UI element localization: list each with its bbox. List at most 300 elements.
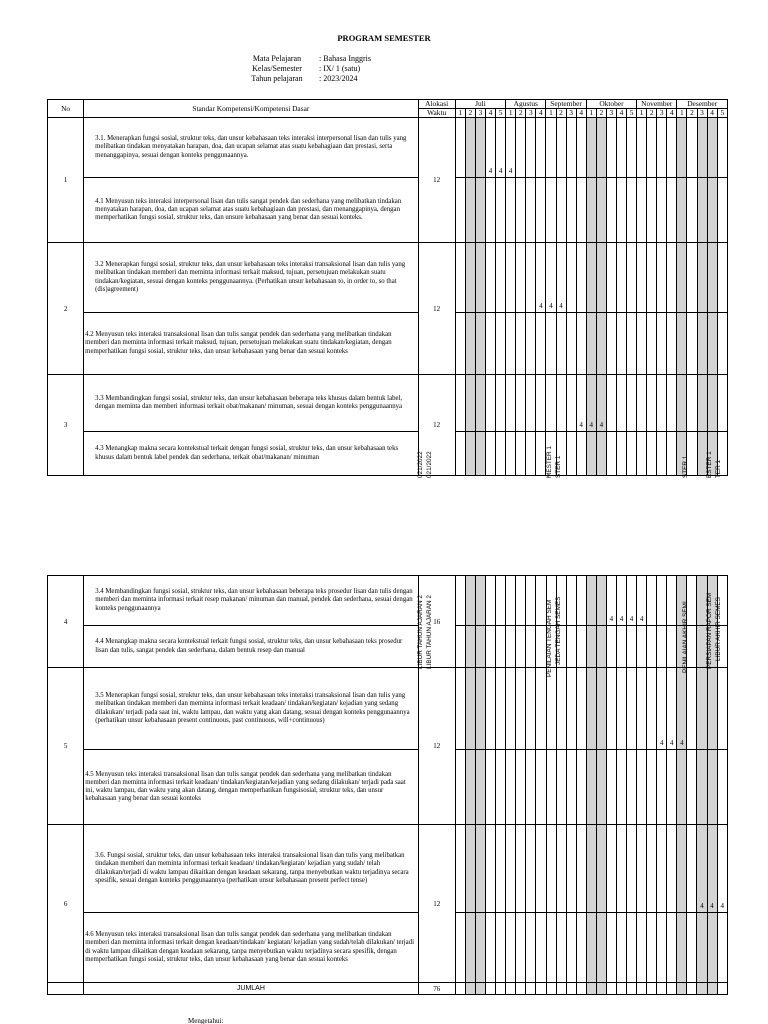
week-cell: [657, 576, 667, 626]
alokasi-waktu: 16: [418, 576, 455, 668]
header-week-number: 2: [596, 109, 606, 118]
week-cell: [667, 178, 677, 243]
week-cell: [606, 375, 616, 432]
table-row: [48, 178, 728, 243]
row-number: 1: [48, 118, 84, 243]
week-cell: [455, 983, 465, 995]
week-cell: [536, 983, 546, 995]
week-cell: [596, 178, 606, 243]
week-cell: [466, 626, 476, 668]
week-cell: [606, 913, 616, 983]
week-cell: [616, 118, 626, 178]
week-cell: [626, 313, 636, 375]
table-row: [48, 626, 728, 668]
week-cell: [506, 576, 516, 626]
week-cell: 4: [546, 243, 556, 313]
week-cell: [516, 750, 526, 825]
week-cell: [586, 243, 596, 313]
week-cell: [536, 750, 546, 825]
table-row: [48, 576, 728, 626]
total-value: 76: [418, 983, 455, 995]
week-cell: [475, 313, 485, 375]
week-cell: [536, 432, 546, 476]
week-cell: [465, 432, 475, 476]
week-cell: [516, 243, 526, 313]
week-cell: [707, 243, 717, 313]
week-cell: [687, 118, 697, 178]
week-cell: 4: [556, 243, 566, 313]
week-cell: [496, 313, 506, 375]
week-cell: [455, 576, 465, 626]
week-cell: [516, 825, 526, 913]
week-cell: [536, 576, 546, 626]
week-cell: [475, 178, 485, 243]
week-cell: [556, 375, 566, 432]
week-cell: [586, 313, 596, 375]
week-cell: [546, 983, 556, 995]
week-cell: [506, 375, 516, 432]
week-cell: [566, 983, 576, 995]
week-cell: [576, 118, 586, 178]
week-cell: [637, 243, 647, 313]
week-cell: [476, 626, 486, 668]
week-cell: [526, 375, 536, 432]
week-cell: [677, 118, 687, 178]
week-cell: [466, 750, 476, 825]
row-number: 3: [48, 375, 84, 476]
week-cell: [506, 750, 516, 825]
meta-label: Kelas/Semester: [252, 64, 302, 73]
week-cell: [476, 913, 486, 983]
week-cell: [687, 178, 697, 243]
week-cell: [576, 626, 586, 668]
week-cell: [627, 913, 637, 983]
week-cell: 4: [496, 118, 506, 178]
week-cell: [566, 432, 576, 476]
table-row: [48, 432, 728, 476]
week-cell: [707, 375, 717, 432]
week-cell: [647, 983, 657, 995]
week-cell: [516, 913, 526, 983]
alokasi-waktu: 12: [418, 668, 455, 825]
week-cell: [485, 243, 495, 313]
week-cell: [576, 983, 586, 995]
week-cell: 4: [627, 576, 637, 626]
week-cell: [717, 913, 727, 983]
week-cell: [485, 313, 495, 375]
week-cell: [637, 178, 647, 243]
week-cell: [697, 913, 707, 983]
vertical-label-jeda-fragment: STER 1: [555, 455, 562, 478]
week-cell: [677, 178, 687, 243]
week-cell: [455, 668, 465, 750]
week-cell: [626, 243, 636, 313]
week-cell: [677, 375, 687, 432]
week-cell: [516, 178, 526, 243]
footnote: Mengetahui:: [188, 1017, 224, 1024]
table-row: [48, 750, 728, 825]
meta-label: Tahun pelajaran: [251, 74, 303, 83]
week-cell: [667, 750, 677, 825]
week-cell: [546, 313, 556, 375]
vertical-label-libur-akhir-semester: LIBUR AKHIR SEMES: [715, 597, 722, 661]
week-cell: [496, 750, 506, 825]
meta-value: : IX/ 1 (satu): [319, 64, 361, 73]
week-cell: [596, 626, 606, 668]
week-cell: [616, 626, 626, 668]
meta-value: : 2023/2024: [319, 74, 358, 83]
week-cell: [566, 626, 576, 668]
kompetensi-dasar-text: 4.5 Menyusun teks interaksi transaksional lisan dan tulis sangat pendek dan sederhana yang melibatkan tindakan memberi dan meminta informasi terkait keadaan/ tindakan/kegiatan/kejadian yang sedang dilakukan/ terjadi pada saat ini, waktu lampau, dan waktu yang akan datang, dengan memperhatikan fungsisosial, struktur teks, dan unsur kebahasaan yang benar dan sesuai konteks: [84, 750, 418, 825]
week-cell: [596, 576, 606, 626]
week-cell: [516, 668, 526, 750]
alokasi-waktu: 12: [418, 243, 455, 375]
week-cell: [546, 118, 556, 178]
vertical-label-rapor-fragment: ESTER 1: [706, 451, 713, 478]
header-week-number: 2: [647, 109, 657, 118]
week-cell: [546, 825, 556, 913]
week-cell: [606, 178, 616, 243]
week-cell: [697, 313, 707, 375]
week-cell: [647, 432, 657, 476]
week-cell: [566, 313, 576, 375]
week-cell: [526, 178, 536, 243]
week-cell: [466, 576, 476, 626]
week-cell: [566, 243, 576, 313]
week-cell: [526, 913, 536, 983]
header-week-number: 2: [516, 109, 526, 118]
week-cell: [637, 750, 647, 825]
week-cell: [496, 243, 506, 313]
week-cell: 4: [657, 668, 667, 750]
week-cell: [586, 750, 596, 825]
week-cell: [677, 243, 687, 313]
week-cell: [707, 118, 717, 178]
week-cell: [616, 375, 626, 432]
week-cell: [637, 626, 647, 668]
week-cell: [516, 118, 526, 178]
week-cell: [506, 668, 516, 750]
week-cell: [717, 118, 727, 178]
week-cell: [637, 118, 647, 178]
week-cell: [486, 983, 496, 995]
week-cell: [586, 825, 596, 913]
week-cell: [647, 118, 657, 178]
week-cell: [626, 178, 636, 243]
week-cell: [556, 178, 566, 243]
week-cell: [496, 668, 506, 750]
kompetensi-dasar-text: 3.1. Menerapkan fungsi sosial, struktur teks, dan unsur kebahasaan teks interaksi interpersonal lisan dan tulis yang melibatkan tindakan menyatakan harapan, doa, dan ucapan selamat atas suatu kebahagiaan dan prestasi, serta menanggapinya, sesuai dengan konteks penggunaannya.: [84, 118, 418, 178]
week-cell: [465, 118, 475, 178]
header-week-number: 3: [657, 109, 667, 118]
week-cell: [616, 825, 626, 913]
week-cell: 4: [485, 118, 495, 178]
header-week-number: 4: [707, 109, 717, 118]
week-cell: [606, 750, 616, 825]
week-cell: 4: [536, 243, 546, 313]
week-cell: [566, 178, 576, 243]
week-cell: [596, 118, 606, 178]
week-cell: [465, 178, 475, 243]
week-cell: [455, 913, 465, 983]
week-cell: [546, 750, 556, 825]
week-cell: [476, 750, 486, 825]
week-cell: [476, 983, 486, 995]
week-cell: [667, 375, 677, 432]
week-cell: [677, 313, 687, 375]
week-cell: [496, 983, 506, 995]
header-week-number: 5: [496, 109, 506, 118]
week-cell: [626, 432, 636, 476]
table-row: [48, 375, 728, 432]
week-cell: [496, 913, 506, 983]
kompetensi-dasar-text: 4.3 Menangkap makna secara kontekstual terkait dengan fungsi sosial, struktur teks, dan unsur kebahasaan teks khusus dalam bentuk label pendek dan sederhana, terkait obat/makanan/ minuman: [84, 432, 418, 476]
week-cell: [717, 313, 727, 375]
header-week-number: 2: [687, 109, 697, 118]
week-cell: [667, 825, 677, 913]
week-cell: [546, 178, 556, 243]
week-cell: [576, 668, 586, 750]
week-cell: [606, 626, 616, 668]
row-number: 2: [48, 243, 84, 375]
week-cell: [677, 825, 687, 913]
week-cell: [536, 668, 546, 750]
week-cell: [556, 668, 566, 750]
week-cell: [455, 118, 465, 178]
week-cell: [707, 668, 717, 750]
week-cell: [506, 825, 516, 913]
week-cell: [465, 243, 475, 313]
vertical-label-libur-fragment: 021/2022: [417, 451, 424, 478]
week-cell: [717, 750, 727, 825]
week-cell: [496, 825, 506, 913]
week-cell: [566, 118, 576, 178]
week-cell: [667, 432, 677, 476]
week-cell: [586, 983, 596, 995]
week-cell: [667, 243, 677, 313]
week-cell: [697, 983, 707, 995]
week-cell: [647, 178, 657, 243]
week-cell: [576, 750, 586, 825]
week-cell: [455, 825, 465, 913]
table-row: [48, 313, 728, 375]
week-cell: [616, 178, 626, 243]
vertical-label-jeda-tengah-semester: JEDA TENGAH SEMES: [555, 596, 562, 665]
week-cell: [687, 750, 697, 825]
week-cell: [717, 178, 727, 243]
week-cell: [476, 825, 486, 913]
vertical-label-penilaian-akhir-semester: PENILAIAN AKHIR SEMI: [682, 601, 689, 673]
week-cell: [486, 668, 496, 750]
week-cell: [647, 375, 657, 432]
week-cell: [576, 576, 586, 626]
kompetensi-dasar-text: 4.2 Menyusun teks interaksi transaksional lisan dan tulis sangat pendek dan sederhana yang melibatkan tindakan memberi dan meminta informasi terkait maksud, tujuan, persetujuan melakukan suatu tindakan/kegiatan, dengan memperhatikan fungsi sosial, struktur teks, dan unsur kebahasaan yang benar dan sesuai konteks: [84, 313, 418, 375]
week-cell: 4: [596, 375, 606, 432]
week-cell: [626, 118, 636, 178]
week-cell: [526, 983, 536, 995]
week-cell: [556, 983, 566, 995]
kompetensi-dasar-text: 3.2 Menerapkan fungsi sosial, struktur teks, dan unsur kebahasaan teks interaksi transaksional lisan dan tulis yang melibatkan tindakan memberi dan meminta informasi terkait maksud, tujuan, persetujuan melakukan suatu tindakan/kegiatan, sesuai dengan konteks penggunaannya. (Perhatikan unsur kebahasaan to, in order to, so that (dis)agreement): [84, 243, 418, 313]
week-cell: [506, 983, 516, 995]
total-label: JUMLAH: [84, 983, 418, 995]
week-cell: [576, 243, 586, 313]
week-cell: [455, 750, 465, 825]
week-cell: [566, 750, 576, 825]
alokasi-waktu: 12: [418, 118, 455, 243]
week-cell: [526, 313, 536, 375]
header-month-desember: Desember: [677, 100, 728, 109]
week-cell: [627, 668, 637, 750]
kompetensi-dasar-text: 3.4 Membandingkan fungsi sosial, struktur teks, dan unsur kebahasaan beberapa teks prosedur lisan dan tulis dengan memberi dan meminta informasi terkait resep makanan/ minuman dan manual, pendek dan sederhana, sesuai dengan konteks penggunaannya: [84, 576, 418, 626]
week-cell: [546, 668, 556, 750]
week-cell: [717, 375, 727, 432]
week-cell: [677, 750, 687, 825]
week-cell: 4: [677, 668, 687, 750]
document-meta: [238, 54, 436, 84]
week-cell: [556, 118, 566, 178]
week-cell: [697, 750, 707, 825]
week-cell: [486, 913, 496, 983]
schedule-table-page-2: [47, 575, 728, 995]
header-week-number: 5: [717, 109, 727, 118]
vertical-label-libur-tahun-ajaran: LIBUR TAHUN AJARAN 2: [417, 595, 424, 669]
week-cell: [616, 313, 626, 375]
week-cell: [496, 178, 506, 243]
week-cell: [466, 913, 476, 983]
week-cell: [566, 375, 576, 432]
week-cell: [475, 432, 485, 476]
week-cell: 4: [717, 825, 727, 913]
week-cell: [596, 243, 606, 313]
week-cell: [637, 313, 647, 375]
header-week-number: 3: [697, 109, 707, 118]
header-week-number: 3: [566, 109, 576, 118]
week-cell: [627, 983, 637, 995]
week-cell: [486, 825, 496, 913]
week-cell: [455, 432, 465, 476]
header-kd: Standar Kompetensi/Kompetensi Dasar: [84, 100, 418, 118]
header-no: No: [48, 100, 84, 118]
week-cell: [616, 913, 626, 983]
week-cell: [627, 825, 637, 913]
header-week-number: 1: [506, 109, 516, 118]
week-cell: [657, 313, 667, 375]
table-row: [48, 243, 728, 313]
week-cell: [616, 750, 626, 825]
week-cell: [576, 825, 586, 913]
week-cell: [586, 668, 596, 750]
header-month-november: November: [637, 100, 677, 109]
meta-value: : Bahasa Inggris: [319, 54, 371, 63]
week-cell: [637, 983, 647, 995]
vertical-label-ujian-fragment: TER 1: [715, 459, 722, 478]
header-week-number: 3: [606, 109, 616, 118]
week-cell: [455, 178, 465, 243]
week-cell: [687, 243, 697, 313]
week-cell: [506, 243, 516, 313]
week-cell: [586, 178, 596, 243]
week-cell: 4: [586, 375, 596, 432]
week-cell: [506, 626, 516, 668]
week-cell: [455, 375, 465, 432]
week-cell: [526, 626, 536, 668]
week-cell: [637, 668, 647, 750]
week-cell: [616, 432, 626, 476]
schedule-table-page-1: [47, 99, 728, 476]
week-cell: 4: [606, 576, 616, 626]
week-cell: [526, 118, 536, 178]
week-cell: [455, 243, 465, 313]
week-cell: [516, 576, 526, 626]
week-cell: 4: [506, 118, 516, 178]
week-cell: [606, 668, 616, 750]
week-cell: [647, 313, 657, 375]
week-cell: [637, 432, 647, 476]
week-cell: [506, 913, 516, 983]
week-cell: [687, 668, 697, 750]
week-cell: [667, 983, 677, 995]
week-cell: [637, 913, 647, 983]
week-cell: [606, 432, 616, 476]
week-cell: [486, 750, 496, 825]
week-cell: [526, 432, 536, 476]
header-month-juli: Juli: [455, 100, 505, 109]
week-cell: [596, 913, 606, 983]
row-number: 5: [48, 668, 84, 825]
week-cell: [546, 375, 556, 432]
week-cell: [657, 243, 667, 313]
kompetensi-dasar-text: 3.5 Menerapkan fungsi sosial, struktur teks, dan unsur kebahasaan teks interaksi transaksional lisan dan tulis yang melibatkan tindakan memberi dan meminta informasi terkait keadaan/ tindakan/kegiatan/ kejadian yang sedang dilakukan/ terjadi pada saat ini, waktu lampau, dan waktu yang akan datang, sesuai dengan konteks penggunaannya (perhatikan unsur kebahasaan present continuous, past continuous, will+continuous): [84, 668, 418, 750]
header-month-agustus: Agustus: [506, 100, 546, 109]
week-cell: [657, 825, 667, 913]
week-cell: [657, 178, 667, 243]
week-cell: [536, 626, 546, 668]
week-cell: [485, 432, 495, 476]
week-cell: [466, 825, 476, 913]
week-cell: [466, 983, 476, 995]
header-week-number: 3: [475, 109, 485, 118]
header-week-number: 1: [677, 109, 687, 118]
week-cell: [526, 668, 536, 750]
week-cell: [536, 375, 546, 432]
week-cell: 4: [576, 375, 586, 432]
week-cell: [476, 576, 486, 626]
week-cell: [596, 750, 606, 825]
week-cell: [455, 626, 465, 668]
week-cell: [596, 313, 606, 375]
week-cell: [667, 576, 677, 626]
vertical-label-libur-fragment: 021/2022: [426, 451, 433, 478]
week-cell: [697, 375, 707, 432]
week-cell: [707, 178, 717, 243]
week-cell: [465, 313, 475, 375]
week-cell: [516, 626, 526, 668]
week-cell: [475, 375, 485, 432]
week-cell: [667, 118, 677, 178]
total-empty-cell: [48, 983, 84, 995]
week-cell: [486, 626, 496, 668]
week-cell: [566, 913, 576, 983]
week-cell: [697, 178, 707, 243]
week-cell: [586, 576, 596, 626]
week-cell: [667, 913, 677, 983]
header-week-number: 4: [667, 109, 677, 118]
week-cell: [657, 118, 667, 178]
row-number: 6: [48, 825, 84, 983]
week-cell: [546, 913, 556, 983]
week-cell: [596, 432, 606, 476]
week-cell: [687, 983, 697, 995]
